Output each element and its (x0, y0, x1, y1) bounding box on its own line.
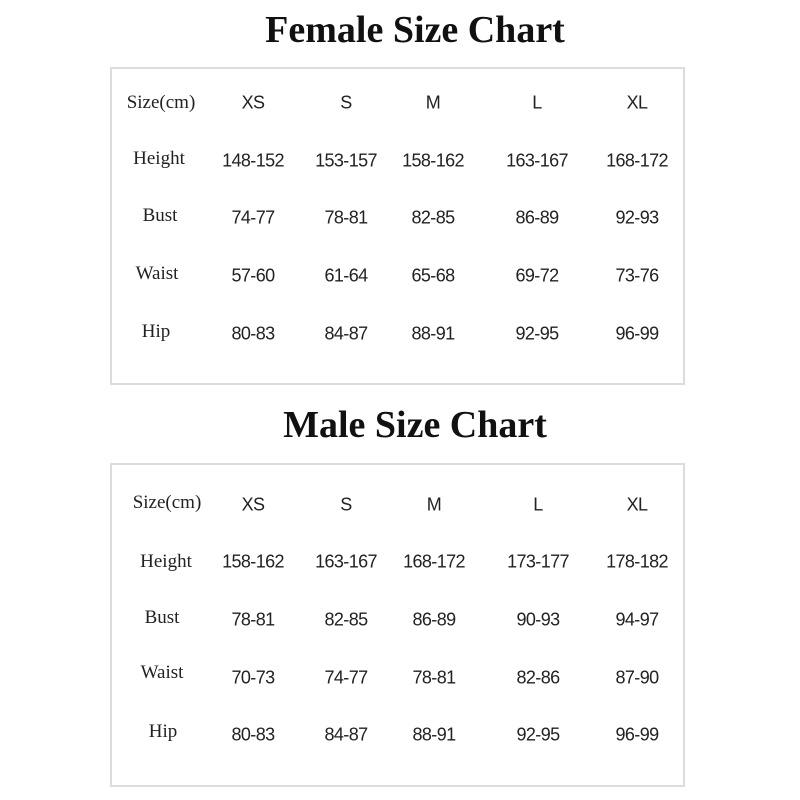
cell-bust-l: 90-93 (516, 609, 560, 630)
female-size-table (110, 67, 685, 385)
male-chart-title: Male Size Chart (283, 404, 547, 446)
cell-hip-l: 92-95 (516, 724, 560, 745)
cell-hip-m: 88-91 (412, 724, 456, 745)
cell-height-xs: 158-162 (222, 551, 284, 572)
cell-bust-s: 78-81 (324, 207, 368, 228)
cell-waist-xl: 73-76 (615, 265, 659, 286)
header-size-label: Size(cm) (132, 492, 202, 513)
cell-waist-s: 61-64 (324, 265, 368, 286)
cell-waist-xs: 57-60 (231, 265, 275, 286)
cell-waist-l: 69-72 (515, 265, 559, 286)
row-label-bust: Bust (142, 205, 178, 226)
cell-height-l: 163-167 (506, 150, 568, 171)
cell-bust-xl: 92-93 (615, 207, 659, 228)
cell-hip-s: 84-87 (324, 323, 368, 344)
cell-waist-l: 82-86 (516, 667, 560, 688)
male-size-table (110, 463, 685, 787)
row-label-hip: Hip (141, 321, 171, 342)
header-size-label: Size(cm) (126, 92, 196, 113)
cell-waist-xl: 87-90 (615, 667, 659, 688)
cell-hip-xs: 80-83 (231, 724, 275, 745)
row-label-waist: Waist (140, 662, 184, 683)
header-size-m: M (425, 92, 441, 113)
cell-height-s: 163-167 (315, 551, 377, 572)
cell-bust-m: 86-89 (412, 609, 456, 630)
cell-height-xl: 178-182 (606, 551, 668, 572)
row-label-waist: Waist (135, 263, 179, 284)
cell-bust-xl: 94-97 (615, 609, 659, 630)
cell-hip-l: 92-95 (515, 323, 559, 344)
cell-height-m: 158-162 (402, 150, 464, 171)
header-size-s: S (340, 494, 352, 515)
cell-waist-m: 65-68 (411, 265, 455, 286)
row-label-height: Height (133, 148, 185, 169)
cell-bust-s: 82-85 (324, 609, 368, 630)
row-label-bust: Bust (144, 607, 180, 628)
cell-waist-m: 78-81 (412, 667, 456, 688)
cell-bust-m: 82-85 (411, 207, 455, 228)
cell-hip-m: 88-91 (411, 323, 455, 344)
cell-height-m: 168-172 (403, 551, 465, 572)
row-label-height: Height (140, 551, 192, 572)
cell-height-s: 153-157 (315, 150, 377, 171)
cell-hip-xl: 96-99 (615, 724, 659, 745)
cell-bust-xs: 74-77 (231, 207, 275, 228)
row-label-hip: Hip (148, 721, 178, 742)
cell-height-xl: 168-172 (606, 150, 668, 171)
cell-waist-s: 74-77 (324, 667, 368, 688)
cell-bust-xs: 78-81 (231, 609, 275, 630)
header-size-s: S (340, 92, 352, 113)
header-size-l: L (532, 92, 542, 113)
header-size-xl: XL (626, 92, 648, 113)
cell-hip-s: 84-87 (324, 724, 368, 745)
header-size-l: L (533, 494, 543, 515)
cell-waist-xs: 70-73 (231, 667, 275, 688)
cell-hip-xs: 80-83 (231, 323, 275, 344)
cell-hip-xl: 96-99 (615, 323, 659, 344)
header-size-xl: XL (626, 494, 648, 515)
header-size-xs: XS (241, 494, 265, 515)
cell-height-xs: 148-152 (222, 150, 284, 171)
cell-height-l: 173-177 (507, 551, 569, 572)
header-size-m: M (426, 494, 442, 515)
cell-bust-l: 86-89 (515, 207, 559, 228)
female-chart-title: Female Size Chart (265, 9, 565, 51)
header-size-xs: XS (241, 92, 265, 113)
